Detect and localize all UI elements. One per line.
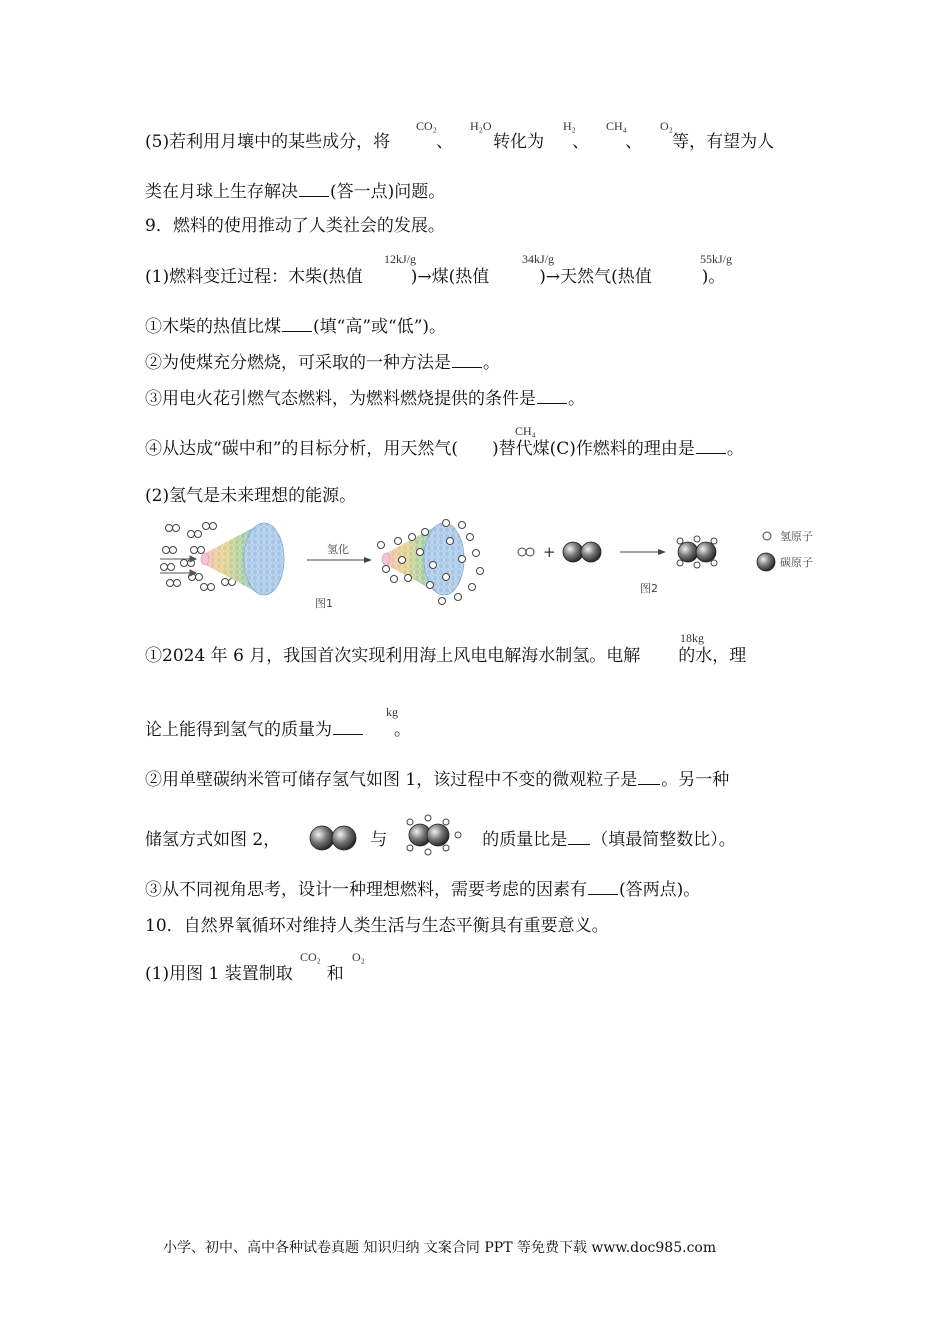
q9-2-j2-line1: ②用单壁碳纳米管可储存氢气如图 1，该过程中不变的微观粒子是 。另一种 <box>145 770 730 790</box>
value-wood: 12kJ/g <box>384 252 417 266</box>
answer-blank[interactable] <box>696 439 726 454</box>
q10-1-line: (1)用图 1 装置制取 和 <box>145 964 344 984</box>
answer-blank[interactable] <box>638 770 660 785</box>
figure-1-caption: 图1 <box>315 597 333 610</box>
value-gas: 55kJ/g <box>700 252 733 266</box>
acetylene-molecule-icon <box>300 812 370 862</box>
reaction-figure-2 <box>518 536 717 595</box>
answer-blank[interactable] <box>333 720 363 735</box>
q9-2-j2-line2: 储氢方式如图 2， 与 的质量比是 （填最简整数比）。 <box>145 830 736 850</box>
value-coal: 34kJ/g <box>522 252 555 266</box>
page-footer: 小学、初中、高中各种试卷真题 知识归纳 文案合同 PPT 等免费下载 www.doc985.com <box>163 1240 717 1256</box>
formula-o2-q10: O₂ <box>352 950 365 964</box>
q9-2-j3: ③从不同视角思考，设计一种理想燃料，需要考虑的因素有 (答两点)。 <box>145 880 701 900</box>
answer-blank[interactable] <box>299 182 329 197</box>
q9-2-j1-line2: 论上能得到氢气的质量为 。 <box>145 720 411 740</box>
answer-blank[interactable] <box>537 389 567 404</box>
q9-title: 9．燃料的使用推动了人类社会的发展。 <box>145 216 445 236</box>
unit-kg: kg <box>386 705 398 719</box>
legend-hydrogen: 氢原子 <box>780 530 813 543</box>
legend <box>757 529 813 571</box>
hydrogen-storage-figure <box>150 515 830 615</box>
figure-2-caption: 图2 <box>640 582 658 595</box>
q9-1-i2: ②为使煤充分燃烧，可采取的一种方法是 。 <box>145 353 500 373</box>
formula-ch4: CH₄ <box>606 119 627 133</box>
formula-co2: CO₂ <box>416 119 437 133</box>
answer-blank[interactable] <box>282 317 312 332</box>
answer-blank[interactable] <box>568 830 590 845</box>
q8-5-line1: (5)若利用月壤中的某些成分，将 、 转化为 、 、 等，有望为人 <box>145 132 775 152</box>
value-water-mass: 18kg <box>680 631 704 645</box>
q9-1-i4: ④从达成“碳中和”的目标分析，用天然气( )替代煤(C)作燃料的理由是 。 <box>145 439 744 459</box>
q9-2-title: (2)氢气是未来理想的能源。 <box>145 486 357 506</box>
formula-h2o: H₂O <box>470 119 492 133</box>
answer-blank[interactable] <box>452 353 482 368</box>
formula-ch4-inline: CH₄ <box>515 424 536 438</box>
svg-text:+: + <box>543 543 556 561</box>
ethane-molecule-icon <box>398 808 478 862</box>
q9-1-i1: ①木柴的热值比煤 (填“高”或“低”)。 <box>145 317 447 337</box>
hydrogenation-arrow <box>307 542 372 563</box>
legend-carbon: 碳原子 <box>780 556 813 569</box>
formula-h2: H₂ <box>563 119 576 133</box>
answer-blank[interactable] <box>588 880 618 895</box>
svg-text:氢化: 氢化 <box>327 543 349 556</box>
q8-5-line2: 类在月球上生存解决 (答一点)问题。 <box>145 182 446 202</box>
q10-title: 10．自然界氧循环对维持人类生活与生态平衡具有重要意义。 <box>145 916 609 936</box>
formula-co2-q10: CO₂ <box>300 950 321 964</box>
formula-o2: O₂ <box>660 119 673 133</box>
q9-1-line: (1)燃料变迁过程：木柴(热值 )→煤(热值 )→天然气(热值 )。 <box>145 267 726 287</box>
q9-1-i3: ③用电火花引燃气态燃料，为燃料燃烧提供的条件是 。 <box>145 389 585 409</box>
q9-2-j1-line1: ①2024 年 6 月，我国首次实现利用海上风电电解海水制氢。电解 的水，理 <box>145 646 747 666</box>
